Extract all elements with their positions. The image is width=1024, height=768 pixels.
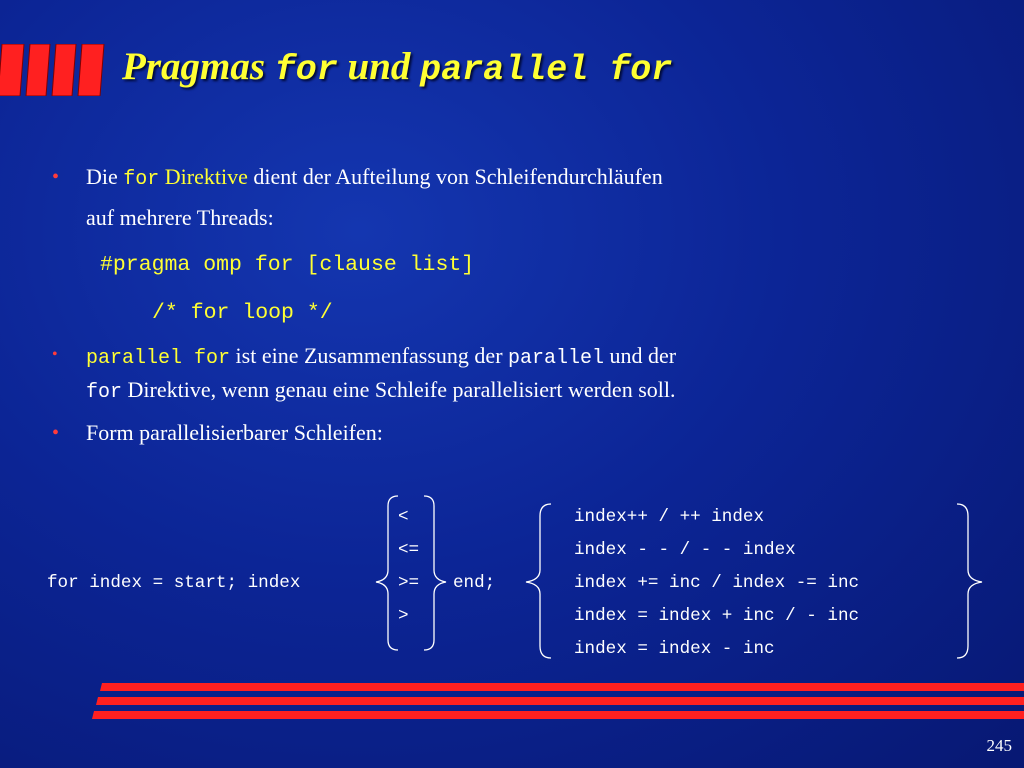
bullet-1-text-die: Die	[86, 164, 124, 189]
title-prefix: Pragmas	[122, 45, 275, 88]
left-brace-increments	[526, 504, 551, 658]
bullet-2-text-2: und der	[604, 343, 677, 368]
right-brace-increments	[957, 504, 982, 658]
bullet-2-keyword-parallel-for: parallel for	[86, 347, 231, 370]
title-und: und	[337, 45, 421, 88]
title-keyword-parallel-for: parallel for	[420, 50, 673, 90]
increment-option-1: index++ / ++ index	[574, 507, 765, 527]
code-for-loop-comment: /* for loop */	[152, 301, 333, 325]
increment-option-5: index = index - inc	[574, 639, 775, 659]
bullet-2-text-1: ist eine Zusammenfassung der	[230, 343, 509, 368]
bullet-3-text: Form parallelisierbarer Schleifen:	[86, 420, 383, 445]
increment-option-4: index = index + inc / - inc	[574, 606, 860, 626]
bullet-2-marker: •	[52, 346, 58, 363]
bullet-1-line-2: auf mehrere Threads:	[86, 205, 274, 230]
title-keyword-for: for	[274, 50, 338, 90]
operator-lt: <	[398, 507, 409, 527]
loop-prefix: for index = start; index	[47, 573, 301, 593]
increment-option-2: index - - / - - index	[574, 540, 796, 560]
increment-option-3: index += inc / index -= inc	[574, 573, 860, 593]
bullet-2-text-3: Direktive, wenn genau eine Schleife parallelisiert werden soll.	[122, 377, 676, 402]
bullet-3-marker: •	[52, 422, 60, 444]
page-number: 245	[986, 736, 1012, 755]
operator-gt: >	[398, 606, 409, 626]
bullet-2-keyword-for: for	[86, 381, 123, 404]
bullet-1-directive: Direktive	[159, 164, 248, 189]
right-brace-operators	[424, 496, 446, 650]
bottom-stripes	[90, 680, 1024, 722]
loop-end: end;	[453, 573, 496, 593]
operator-ge: >=	[398, 573, 420, 593]
left-brace-operators	[376, 496, 398, 650]
bullet-1-keyword-for: for	[123, 168, 160, 191]
bullet-2-keyword-parallel: parallel	[508, 347, 605, 370]
bullet-1-text-rest: dient der Aufteilung von Schleifendurchläufen	[247, 164, 663, 189]
bullet-1-marker: •	[52, 166, 60, 188]
operator-le: <=	[398, 540, 420, 560]
code-pragma-line: #pragma omp for [clause list]	[100, 253, 475, 277]
